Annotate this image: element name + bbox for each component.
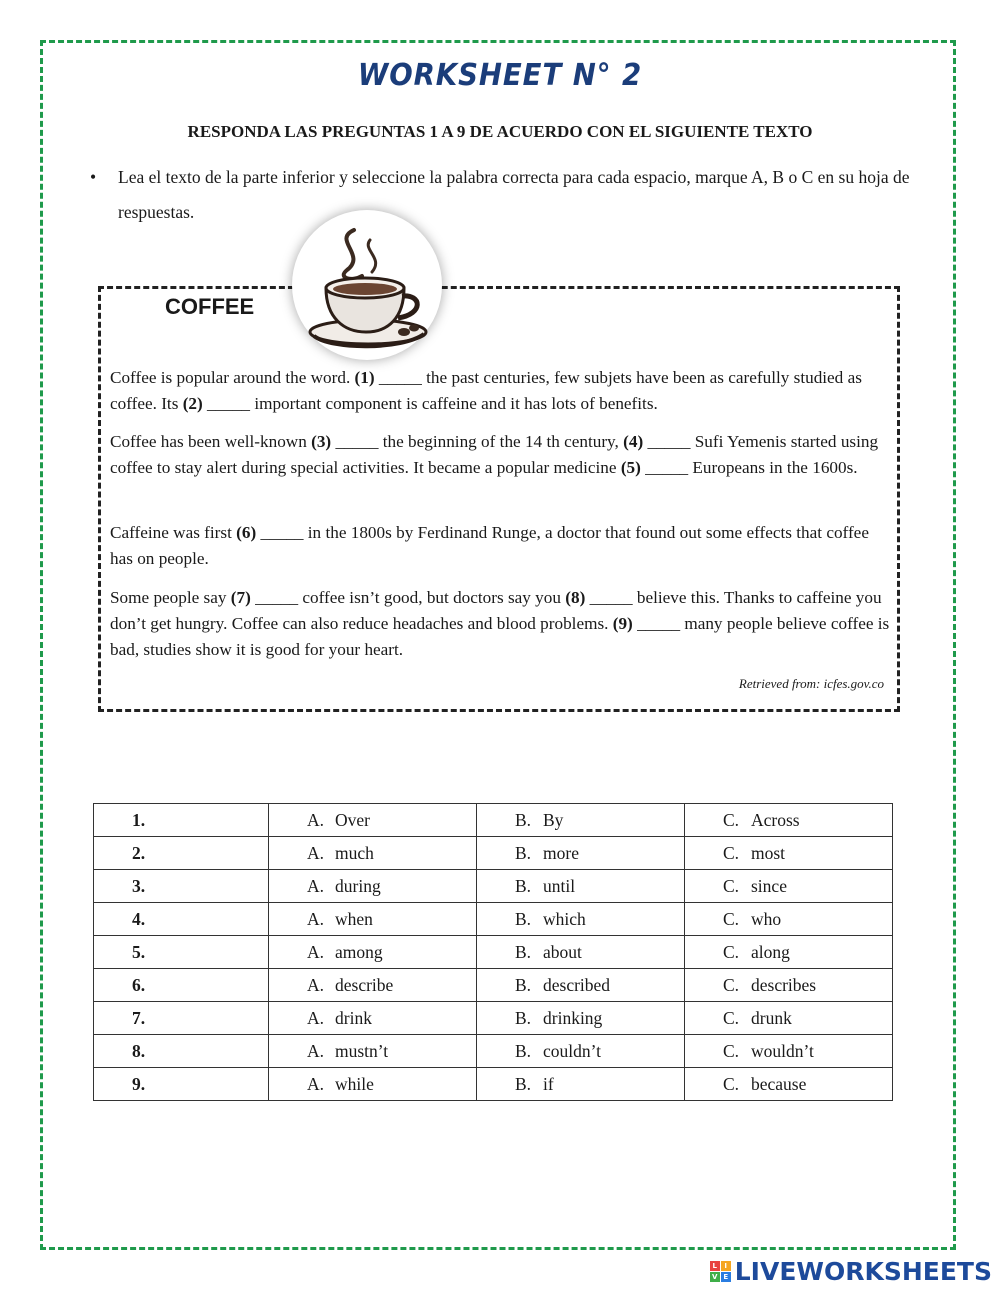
liveworksheets-logo	[710, 1256, 992, 1286]
paragraph-2	[110, 429, 890, 481]
paragraph-text: _____ the beginning of the 14 th century,	[331, 432, 624, 451]
table-row	[94, 1002, 893, 1035]
option-c[interactable]	[685, 936, 893, 969]
option-word: during	[335, 875, 381, 896]
option-word: among	[335, 941, 383, 962]
option-c[interactable]	[685, 1002, 893, 1035]
source-credit: Retrieved from: icfes.gov.co	[738, 676, 884, 691]
question-number: 6.	[94, 969, 269, 1002]
question-number: 5.	[94, 936, 269, 969]
option-c[interactable]	[685, 837, 893, 870]
option-a[interactable]	[269, 837, 477, 870]
answer-table	[93, 803, 893, 1101]
option-c[interactable]	[685, 1035, 893, 1068]
logo-letter: L	[710, 1261, 720, 1271]
option-b[interactable]	[477, 936, 685, 969]
option-c[interactable]	[685, 903, 893, 936]
paragraph-text: _____ Sufi Yemenis started using coffee to stay alert during special activities. It became a popular medicine	[110, 432, 879, 477]
worksheet-title: WORKSHEET N° 2	[357, 58, 643, 93]
option-word: Across	[751, 809, 800, 830]
option-letter: B.	[515, 1007, 532, 1028]
paragraph-text: Some people say	[110, 588, 231, 607]
paragraph-text: Coffee has been well-known	[110, 432, 312, 451]
question-number: 2.	[94, 837, 269, 870]
option-a[interactable]	[269, 1035, 477, 1068]
option-letter: B.	[515, 908, 532, 929]
gap-number-4: (4)	[623, 432, 644, 451]
option-word: much	[335, 842, 374, 863]
option-c[interactable]	[685, 969, 893, 1002]
option-b[interactable]	[477, 903, 685, 936]
logo-letter: I	[721, 1261, 731, 1271]
option-a[interactable]	[269, 870, 477, 903]
paragraph-text: Caffeine was first	[110, 523, 237, 542]
option-a[interactable]	[269, 969, 477, 1002]
paragraph-text: _____ many people believe coffee is bad, studies show it is good for your heart.	[110, 614, 890, 659]
option-word: describes	[751, 974, 817, 995]
option-letter: B.	[515, 1040, 532, 1061]
question-number: 4.	[94, 903, 269, 936]
option-letter: C.	[723, 875, 740, 896]
option-word: wouldn’t	[751, 1040, 814, 1061]
logo-letter: E	[721, 1272, 731, 1282]
gap-number-8: (8)	[565, 588, 586, 607]
option-b[interactable]	[477, 870, 685, 903]
table-row	[94, 1068, 893, 1101]
option-word: describe	[335, 974, 394, 995]
option-letter: C.	[723, 842, 740, 863]
instruction-text: Lea el texto de la parte inferior y seleccione la palabra correcta para cada espacio, marque A, B o C en su hoja de respuestas.	[118, 167, 910, 222]
logo-mark-icon	[710, 1261, 731, 1282]
option-word: more	[543, 842, 579, 863]
option-word: most	[751, 842, 786, 863]
option-word: about	[543, 941, 582, 962]
paragraph-text: _____ important component is caffeine and it has lots of benefits.	[202, 394, 658, 413]
option-word: described	[543, 974, 611, 995]
option-letter: B.	[515, 809, 532, 830]
option-word: which	[543, 908, 586, 929]
gap-number-7: (7)	[230, 588, 251, 607]
option-b[interactable]	[477, 1002, 685, 1035]
option-a[interactable]	[269, 936, 477, 969]
option-word: By	[543, 809, 564, 830]
table-row	[94, 936, 893, 969]
option-word: until	[543, 875, 576, 896]
option-letter: B.	[515, 875, 532, 896]
table-row	[94, 804, 893, 837]
question-number: 1.	[94, 804, 269, 837]
option-letter: B.	[515, 842, 532, 863]
paragraph-text: _____ believe this. Thanks to caffeine you don’t get hungry. Coffee can also reduce headaches and blood problems.	[110, 588, 882, 633]
gap-number-1: (1)	[354, 368, 375, 387]
option-letter: A.	[307, 1040, 325, 1061]
gap-number-3: (3)	[311, 432, 332, 451]
option-letter: C.	[723, 974, 740, 995]
option-a[interactable]	[269, 1068, 477, 1101]
option-letter: C.	[723, 1040, 740, 1061]
option-letter: A.	[307, 842, 325, 863]
option-word: drunk	[751, 1007, 792, 1028]
option-a[interactable]	[269, 1002, 477, 1035]
option-word: since	[751, 875, 787, 896]
option-word: if	[543, 1073, 554, 1094]
question-number: 9.	[94, 1068, 269, 1101]
logo-letter: V	[710, 1272, 720, 1282]
paragraph-text: _____ coffee isn’t good, but doctors say you	[250, 588, 566, 607]
reading-title: COFFEE	[165, 294, 255, 319]
option-c[interactable]	[685, 870, 893, 903]
option-a[interactable]	[269, 903, 477, 936]
option-b[interactable]	[477, 837, 685, 870]
logo-text: LIVEWORKSHEETS	[734, 1256, 992, 1286]
option-b[interactable]	[477, 804, 685, 837]
option-letter: B.	[515, 941, 532, 962]
table-row	[94, 837, 893, 870]
coffee-cup-icon	[292, 210, 442, 360]
question-number: 3.	[94, 870, 269, 903]
option-word: Over	[335, 809, 370, 830]
gap-number-6: (6)	[236, 523, 257, 542]
table-row	[94, 1035, 893, 1068]
option-word: who	[751, 908, 782, 929]
option-letter: A.	[307, 1007, 325, 1028]
table-row	[94, 903, 893, 936]
paragraph-text: Coffee is popular around the word.	[110, 368, 355, 387]
option-word: couldn’t	[543, 1040, 602, 1061]
gap-number-5: (5)	[620, 458, 641, 477]
option-letter: B.	[515, 1073, 532, 1094]
option-letter: A.	[307, 875, 325, 896]
worksheet-subtitle: RESPONDA LAS PREGUNTAS 1 A 9 DE ACUERDO CON EL SIGUIENTE TEXTO	[187, 122, 813, 141]
paragraph-text: _____ in the 1800s by Ferdinand Runge, a doctor that found out some effects that coffee has on people.	[110, 523, 869, 568]
option-word: when	[335, 908, 373, 929]
option-letter: A.	[307, 809, 325, 830]
option-a[interactable]	[269, 804, 477, 837]
option-word: drink	[335, 1007, 372, 1028]
option-letter: C.	[723, 908, 740, 929]
option-letter: A.	[307, 941, 325, 962]
option-letter: A.	[307, 974, 325, 995]
option-letter: C.	[723, 1007, 740, 1028]
option-b[interactable]	[477, 969, 685, 1002]
option-word: drinking	[543, 1007, 603, 1028]
option-c[interactable]	[685, 1068, 893, 1101]
option-c[interactable]	[685, 804, 893, 837]
gap-number-2: (2)	[182, 394, 203, 413]
option-word: while	[335, 1073, 374, 1094]
paragraph-1	[110, 365, 890, 417]
question-number: 8.	[94, 1035, 269, 1068]
option-word: along	[751, 941, 790, 962]
table-row	[94, 870, 893, 903]
gap-number-9: (9)	[612, 614, 633, 633]
option-b[interactable]	[477, 1068, 685, 1101]
option-b[interactable]	[477, 1035, 685, 1068]
paragraph-3	[110, 520, 890, 572]
option-letter: A.	[307, 1073, 325, 1094]
option-letter: B.	[515, 974, 532, 995]
paragraph-text: _____ Europeans in the 1600s.	[640, 458, 858, 477]
bullet-icon: •	[90, 167, 97, 187]
table-row	[94, 969, 893, 1002]
option-letter: C.	[723, 1073, 740, 1094]
coffee-cup-image	[292, 210, 442, 360]
option-letter: C.	[723, 941, 740, 962]
option-word: mustn’t	[335, 1040, 389, 1061]
question-number: 7.	[94, 1002, 269, 1035]
option-letter: C.	[723, 809, 740, 830]
paragraph-text: _____ the past centuries, few subjets have been as carefully studied as coffee. Its	[110, 368, 862, 413]
instruction	[90, 160, 930, 230]
option-word: because	[751, 1073, 807, 1094]
option-letter: A.	[307, 908, 325, 929]
paragraph-4	[110, 585, 890, 663]
